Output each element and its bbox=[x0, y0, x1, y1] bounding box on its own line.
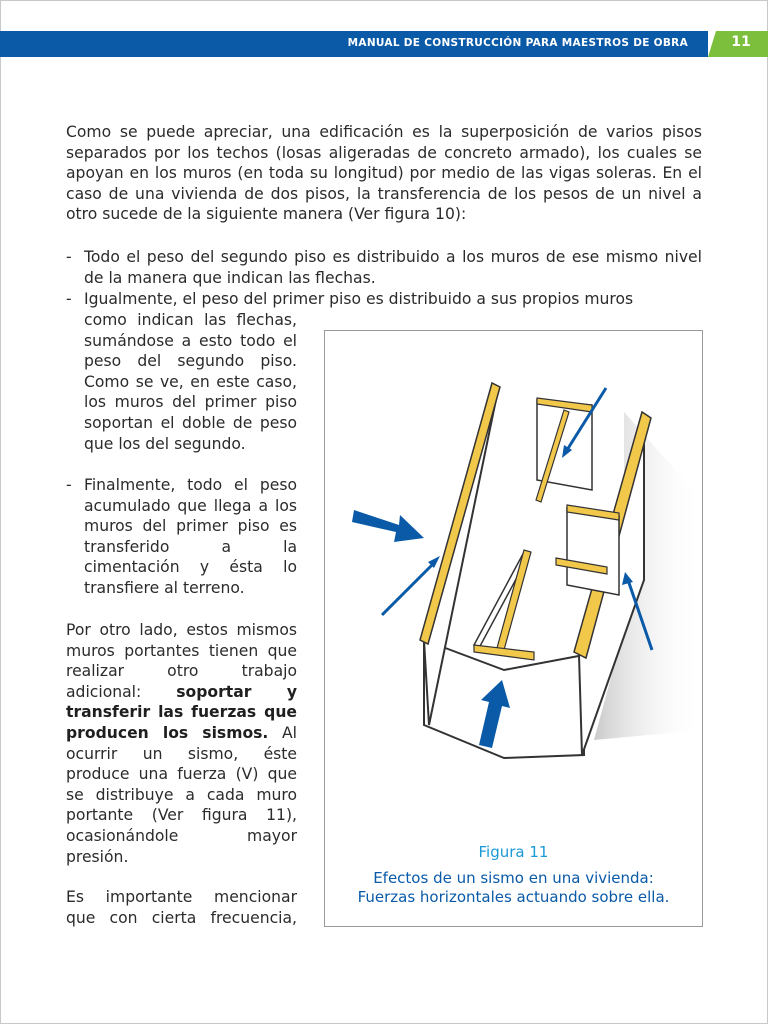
inner-wall-5 bbox=[567, 508, 619, 595]
bullet-2-continued: como indican las flechas, sumándose a esto todo el peso del segundo piso. Como se ve, en este caso, los muros del primer piso soportan el doble de peso que los del segundo. bbox=[84, 311, 297, 453]
figure-label: Figura 11 bbox=[478, 843, 549, 861]
page-number: 11 bbox=[731, 34, 751, 50]
seismic-text-end: Al ocurrir un sismo, éste produce una fuerza (V) que se distribuye a cada muro portante (Ver figura 11), ocasionándole mayor presión. bbox=[66, 723, 297, 866]
force-arrow-small-1 bbox=[382, 563, 434, 615]
bullet-2-line1: Igualmente, el peso del primer piso es distribuido a sus propios muros bbox=[84, 290, 634, 308]
bullet-dash: - bbox=[66, 248, 72, 266]
bullet-3: Finalmente, todo el peso acumulado que llega a los muros del primer piso es transferido a la cimentación y ésta lo transfiere al terreno. bbox=[84, 476, 297, 597]
seismic-paragraph bbox=[66, 620, 297, 867]
bullet-1: Todo el peso del segundo piso es distribuido a los muros de ese mismo nivel de la manera que indican las flechas. bbox=[84, 248, 702, 287]
figure-caption-line2: Fuerzas horizontales actuando sobre ella. bbox=[357, 888, 670, 906]
seismic-text-start: Por otro lado, estos mismos muros portantes tienen que realizar otro trabajo adicional: bbox=[66, 621, 297, 701]
left-outer-wall-top bbox=[420, 383, 500, 644]
figure-caption-line1: Efectos de un sismo en una vivienda: bbox=[373, 869, 654, 887]
figure-11-illustration bbox=[324, 330, 703, 830]
seismic-bold-text: soportar y transferir las fuerzas que producen los sismos. bbox=[66, 682, 298, 742]
bullet-dash: - bbox=[66, 290, 72, 308]
header-title: MANUAL DE CONSTRUCCIÓN PARA MAESTROS DE OBRA bbox=[347, 37, 688, 49]
bullet-dash: - bbox=[66, 476, 72, 494]
figure-caption bbox=[324, 869, 703, 907]
force-arrow-large-1 bbox=[352, 510, 424, 542]
closing-paragraph: Es importante mencionar que con cierta frecuencia, bbox=[66, 888, 297, 927]
intro-paragraph: Como se puede apreciar, una edificación es la superposición de varios pisos separados por los techos (losas aligeradas de concreto armado), los cuales se apoyan en los muros (en toda su longitud) por medio de las vigas soleras. En el caso de una vivienda de dos pisos, la transferencia de los pesos de un nivel a otro sucede de la siguiente manera (Ver figura 10): bbox=[66, 123, 702, 224]
